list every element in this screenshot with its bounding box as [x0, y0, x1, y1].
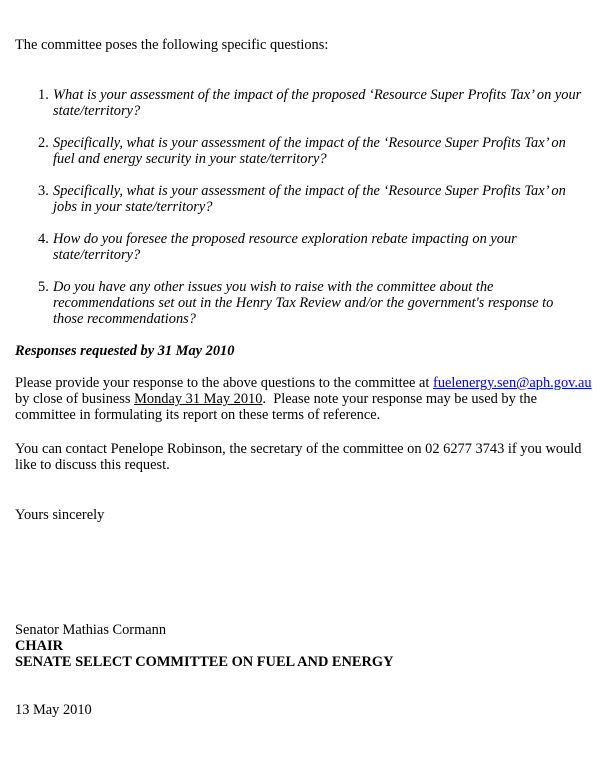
signature-role: CHAIR: [15, 638, 63, 654]
responses-requested-heading: Responses requested by 31 May 2010: [15, 343, 235, 359]
question-line: state/territory?: [53, 103, 141, 119]
contact-line-1: You can contact Penelope Robinson, the secretary of the committee on 02 6277 3743 if you would: [15, 441, 582, 457]
response-line-2: [15, 391, 602, 407]
response-instructions-paragraph: [15, 375, 602, 423]
question-item-4: [15, 231, 602, 263]
question-item-2: [15, 135, 602, 167]
question-number: 3.: [38, 183, 49, 199]
signature-name: Senator Mathias Cormann: [15, 622, 167, 638]
question-line: Do you have any other issues you wish to raise with the committee about the: [53, 279, 494, 295]
question-text: [53, 135, 602, 167]
contact-line-2: like to discuss this request.: [15, 457, 170, 473]
question-line: Specifically, what is your assessment of the impact of the ‘Resource Super Profits Tax’ on: [53, 183, 566, 199]
response-line-2-text: by close of business: [15, 391, 135, 407]
question-line: fuel and energy security in your state/territory?: [53, 151, 327, 167]
due-date-underlined: Monday 31 May 2010: [134, 391, 263, 407]
question-line: How do you foresee the proposed resource exploration rebate impacting on your: [53, 231, 517, 247]
closing-salutation: Yours sincerely: [15, 507, 105, 523]
question-line: jobs in your state/territory?: [53, 199, 213, 215]
contact-paragraph: [15, 441, 602, 473]
committee-email-link[interactable]: fuelenergy.sen@aph.gov.au: [433, 375, 592, 391]
question-line: recommendations set out in the Henry Tax Review and/or the government's response to: [53, 295, 554, 311]
signature-committee: SENATE SELECT COMMITTEE ON FUEL AND ENERGY: [15, 654, 394, 670]
response-line-3: committee in formulating its report on these terms of reference.: [15, 407, 381, 423]
signature-block: [15, 622, 602, 670]
question-number: 4.: [38, 231, 49, 247]
response-line-1: [15, 375, 602, 391]
question-text: [53, 87, 602, 119]
question-text: [53, 231, 602, 263]
question-number: 2.: [38, 135, 49, 151]
question-item-5: [15, 279, 602, 327]
question-number: 1.: [38, 87, 49, 103]
intro-paragraph: The committee poses the following specific questions:: [15, 37, 329, 53]
question-number: 5.: [38, 279, 49, 295]
response-line-1-text: Please provide your response to the above questions to the committee at: [15, 375, 434, 391]
letter-date: 13 May 2010: [15, 702, 92, 718]
question-text: [53, 279, 602, 327]
question-item-3: [15, 183, 602, 215]
question-text: [53, 183, 602, 215]
question-line: Specifically, what is your assessment of the impact of the ‘Resource Super Profits Tax’ on: [53, 135, 566, 151]
question-item-1: [15, 87, 602, 119]
question-line: What is your assessment of the impact of the proposed ‘Resource Super Profits Tax’ on your: [53, 87, 582, 103]
question-line: those recommendations?: [53, 311, 196, 327]
question-line: state/territory?: [53, 247, 141, 263]
response-line-2-after: . Please note your response may be used by the: [262, 391, 537, 407]
